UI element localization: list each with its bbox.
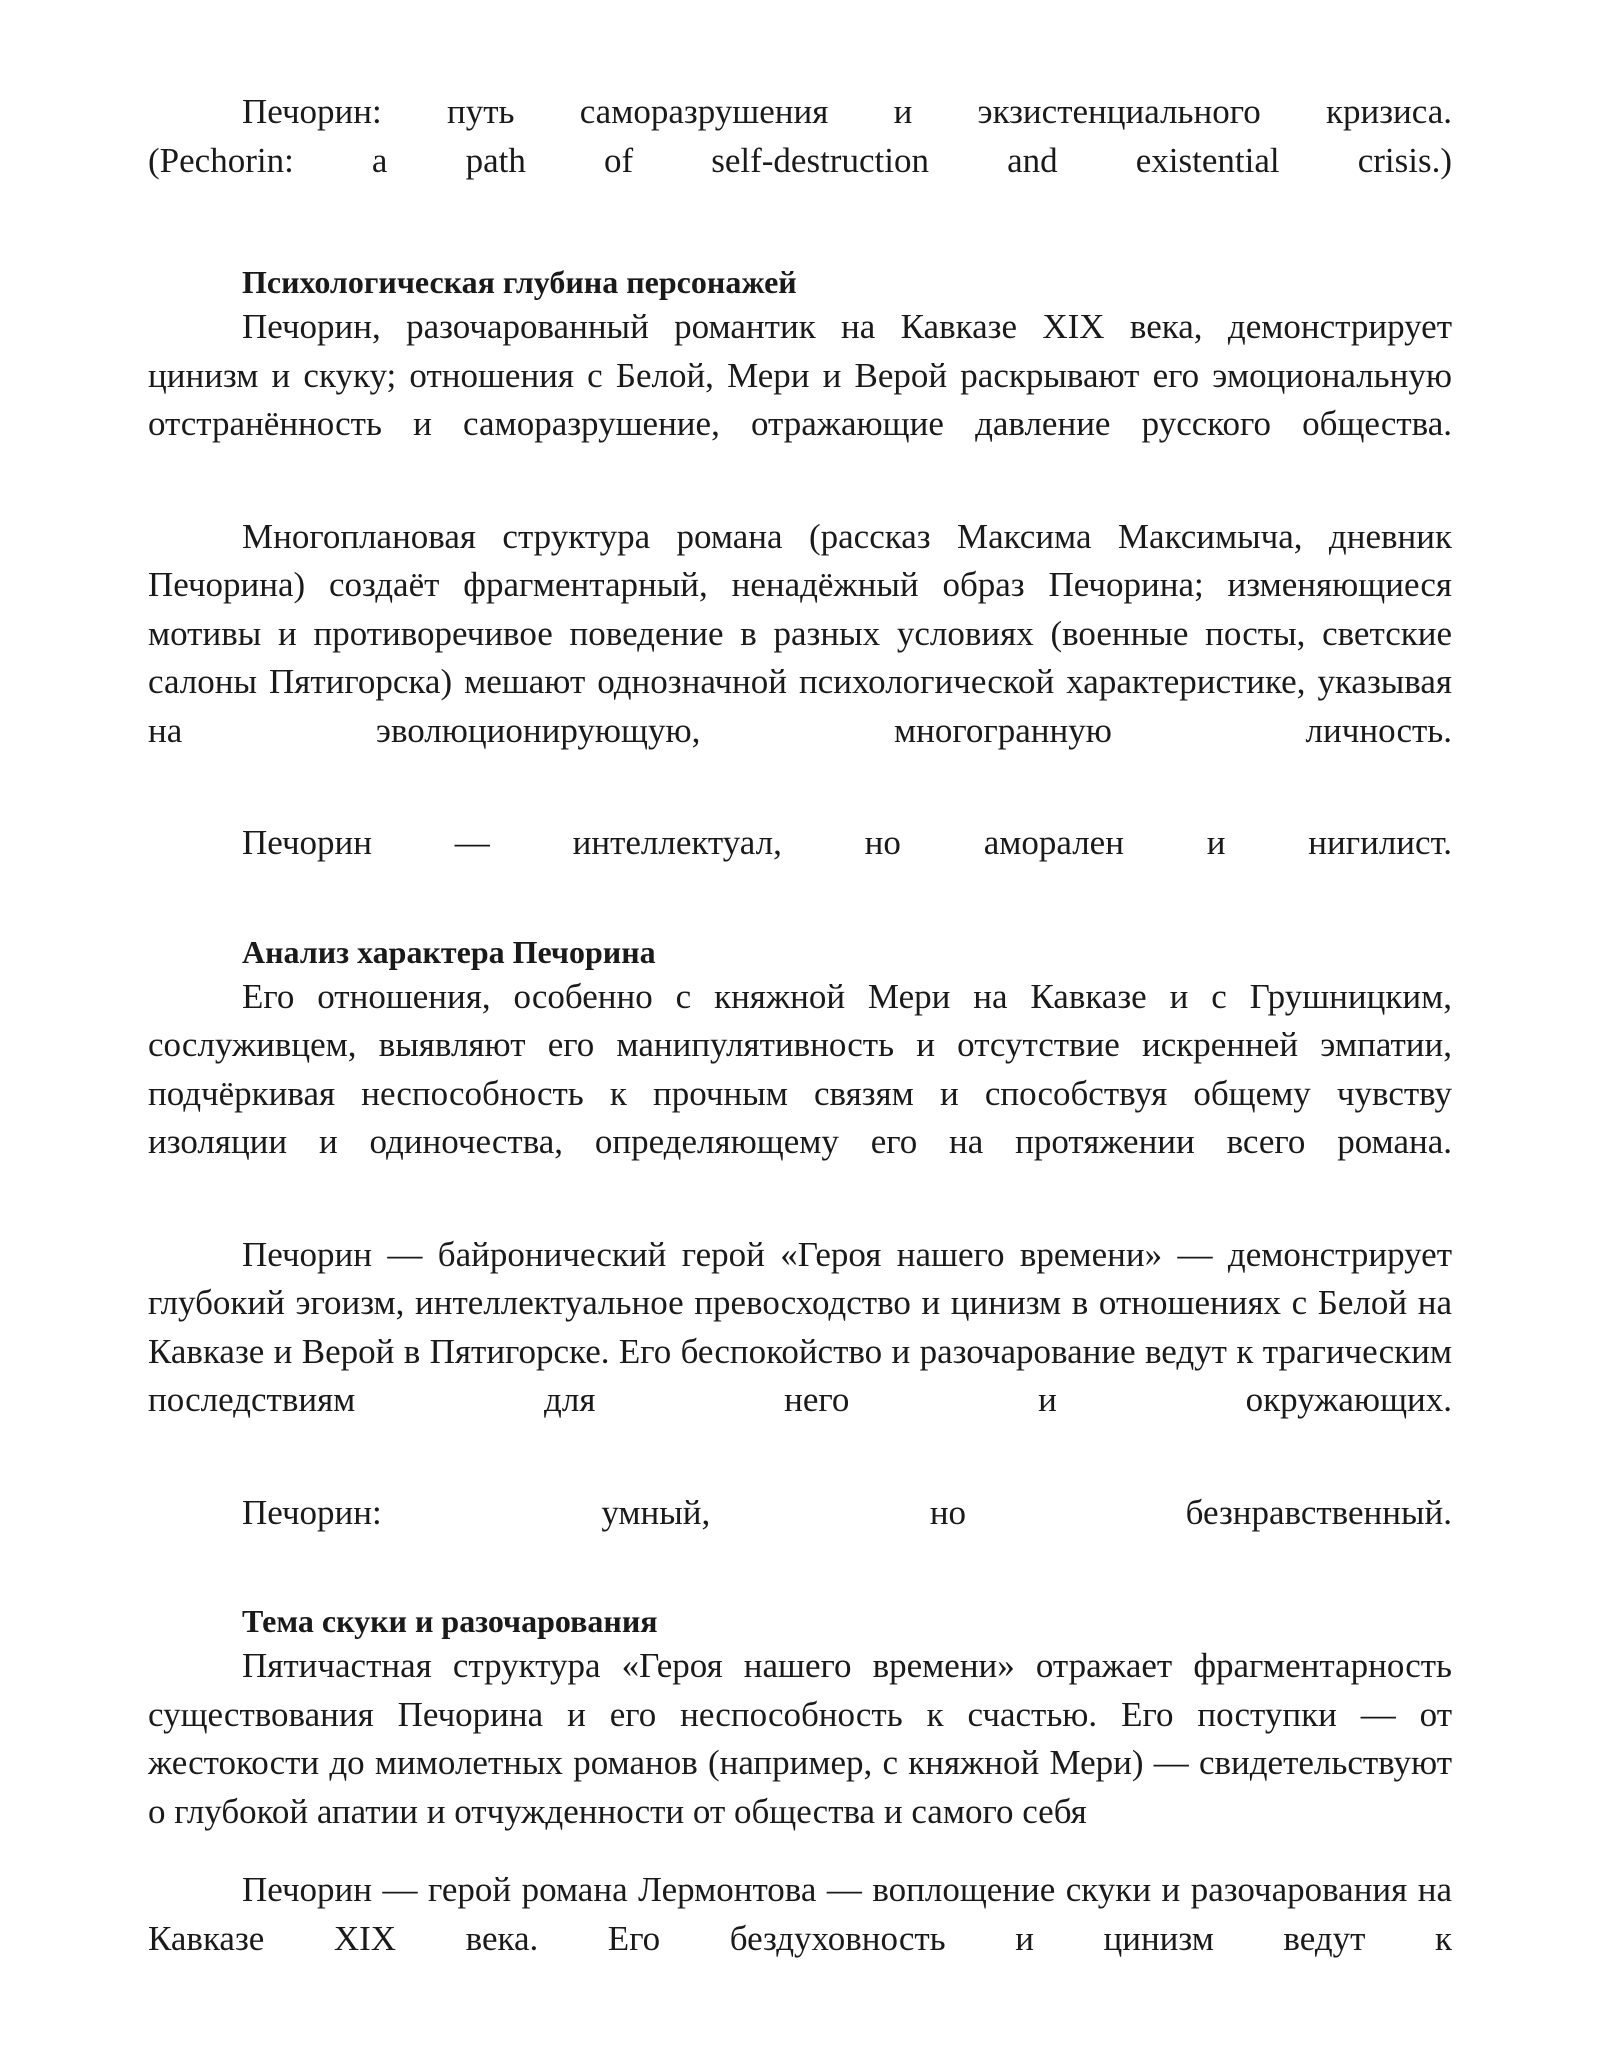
paragraph-psychological-depth: Печорин, разочарованный романтик на Кавказе XIX века, демонстрирует цинизм и скуку; отношения с Белой, Мери и Верой раскрывают его эмоциональную отстранённость и саморазрушение, отражающие давление русского общества.: [148, 307, 1452, 443]
paragraph-narrative-structure: Многоплановая структура романа (рассказ Максима Максимыча, дневник Печорина) создаёт фрагментарный, ненадёжный образ Печорина; изменяющиеся мотивы и противоречивое поведение в разных условиях (военные посты, светские салоны Пятигорска) мешают однозначной психологической характеристике, указывая на эволюционирующую, многогранную личность.: [148, 516, 1452, 750]
section-heading-boredom-theme: Тема скуки и разочарования: [242, 1603, 658, 1639]
summary-intellectual: Печорин — интеллектуал, но аморален и нигилист.: [242, 823, 1452, 862]
section-heading-character-analysis: Анализ характера Печорина: [242, 933, 656, 970]
paragraph-character-analysis: Его отношения, особенно с княжной Мери на Кавказе и с Грушницким, сослуживцем, выявляют его манипулятивность и отсутствие искренней эмпатии, подчёркивая неспособность к прочным связям и способствуя общему чувству изоляции и одиночества, определяющему его на протяжении всего романа.: [148, 976, 1452, 1161]
section-heading-psychological-depth: Психологическая глубина персонажей: [242, 264, 797, 300]
document-title-en: (Pechorin: a path of self-destruction and existential crisis.): [148, 140, 1452, 180]
document-title-ru: Печорин: путь саморазрушения и экзистенциального кризиса.: [242, 92, 1452, 131]
summary-smart-immoral: Печорин: умный, но безнравственный.: [242, 1492, 1452, 1532]
paragraph-byronic-hero: Печорин — байронический герой «Героя нашего времени» — демонстрирует глубокий эгоизм, интеллектуальное превосходство и цинизм в отношениях с Белой на Кавказе и Верой в Пятигорске. Его беспокойство и разочарование ведут к трагическим последствиям для него и окружающих.: [148, 1234, 1452, 1419]
paragraph-final: Печорин — герой романа Лермонтова — воплощение скуки и разочарования на Кавказе XIX века. Его бездуховность и цинизм ведут к: [148, 1870, 1452, 1958]
document-page: [148, 88, 1452, 1963]
paragraph-boredom-theme: Пятичастная структура «Героя нашего времени» отражает фрагментарность существования Печорина и его неспособность к счастью. Его поступки — от жестокости до мимолетных романов (например, с княжной Мери) — свидетельствуют о глубокой апатии и отчужденности от общества и самого себя: [148, 1646, 1452, 1831]
